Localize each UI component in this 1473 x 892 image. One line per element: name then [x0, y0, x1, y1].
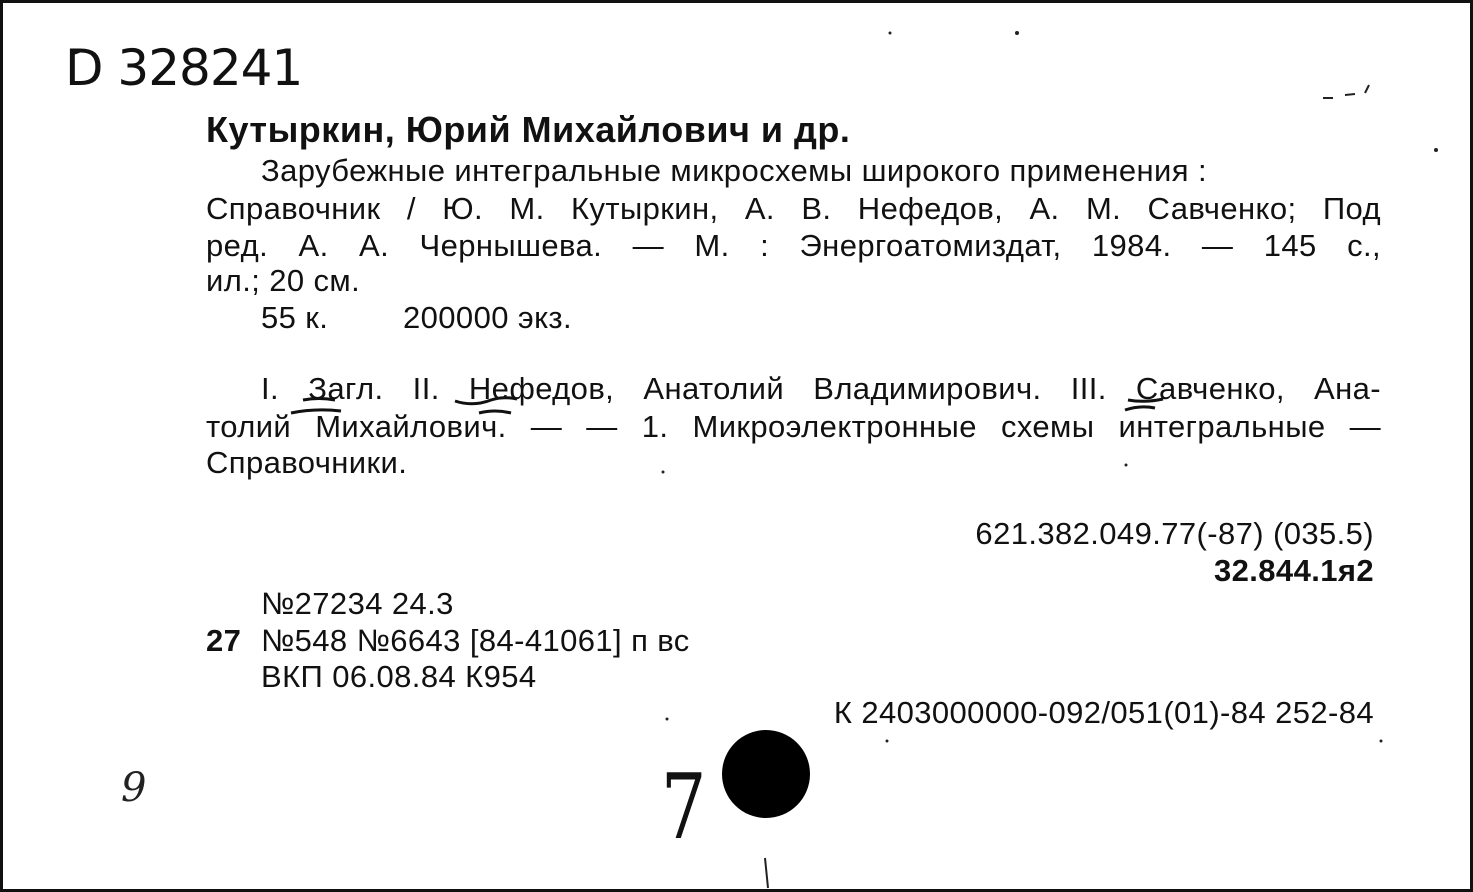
- author-heading: Кутыркин, Юрий Михайлович и др.: [206, 109, 851, 150]
- registration-line-3: ВКП 06.08.84 К954: [261, 659, 537, 694]
- overline-vich: [479, 411, 511, 413]
- overline-mikhailovich: [291, 410, 341, 413]
- pen-marks: [3, 3, 1473, 892]
- underline-nefedov: [455, 398, 517, 404]
- punch-hole-dot: [722, 730, 810, 818]
- tracing-line-1: I. Загл. II. Нефедов, Анатолий Владимирович. III. Савченко, Ана-: [261, 371, 1381, 406]
- registration-prefix: 27: [206, 623, 242, 658]
- title-line-3: ред. А. А. Чернышева. — М. : Энергоатомиздат, 1984. — 145 с.,: [206, 228, 1381, 263]
- call-number: D 328241: [65, 39, 303, 97]
- handwritten-mark-left: 9: [121, 765, 147, 811]
- tracing-line-3: Справочники.: [206, 445, 408, 480]
- title-line-4: ил.; 20 см.: [206, 263, 361, 298]
- price: 55 к.: [261, 300, 329, 335]
- overline-integral: [1125, 407, 1155, 410]
- title-line-2: Справочник / Ю. М. Кутыркин, А. В. Нефедов, А. М. Савченко; Под: [206, 191, 1381, 226]
- bbk-index: 32.844.1я2: [1214, 553, 1374, 588]
- registration-line-2: №548 №6643 [84-41061] п вс: [261, 623, 690, 658]
- udc-index: 621.382.049.77(-87) (035.5): [975, 516, 1374, 551]
- speck-marks: [1323, 85, 1369, 98]
- catalog-code: К 2403000000-092/051(01)-84 252-84: [833, 695, 1374, 730]
- registration-line-1: №27234 24.3: [261, 586, 454, 621]
- underline-savchenko: [1128, 399, 1163, 401]
- title-line-1: Зарубежные интегральные микросхемы широкого применения :: [261, 153, 1207, 188]
- handwritten-mark-bottom: 7: [660, 755, 707, 860]
- tracing-line-2: толий Михайлович. — — 1. Микроэлектронные схемы интегральные —: [206, 409, 1381, 444]
- print-run: 200000 экз.: [403, 300, 573, 335]
- underline-zagl: [303, 399, 335, 401]
